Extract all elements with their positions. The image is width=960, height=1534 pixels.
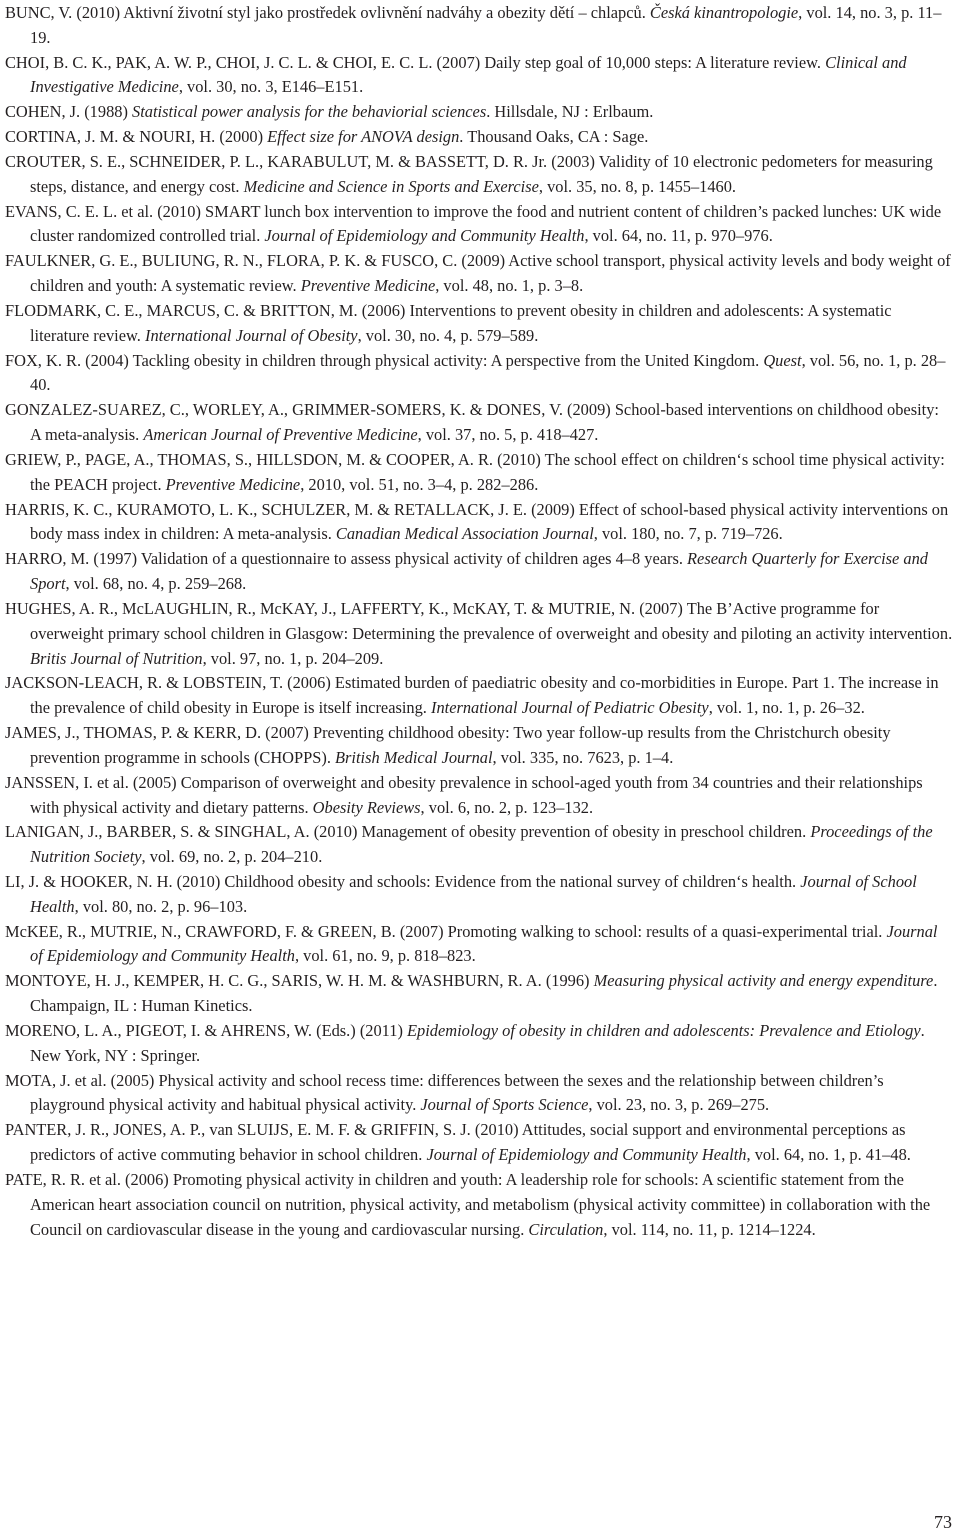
reference-text: MORENO, L. A., PIGEOT, I. & AHRENS, W. (Eds.) (2011) xyxy=(5,1020,408,1040)
reference-details: , vol. 23, no. 3, p. 269–275. xyxy=(588,1095,770,1115)
reference-details: , vol. 68, no. 4, p. 259–268. xyxy=(65,574,247,594)
reference-entry xyxy=(5,51,953,101)
reference-text: GONZALEZ-SUAREZ, C., WORLEY, A., GRIMMER-SOMERS, K. & DONES, V. (2009) School-based interventions on childhood obesity: A meta-analysis. xyxy=(5,400,939,445)
reference-source: Medicine and Science in Sports and Exercise xyxy=(243,176,539,196)
reference-text: BUNC, V. (2010) Aktivní životní styl jako prostředek ovlivnění nadváhy a obezity dětí – chlapců. xyxy=(5,3,650,22)
reference-text: HARRO, M. (1997) Validation of a questionnaire to assess physical activity of children ages 4–8 years. xyxy=(5,549,688,569)
reference-text: CHOI, B. C. K., PAK, A. W. P., CHOI, J. C. L. & CHOI, E. C. L. (2007) Daily step goal of 10,000 steps: A literature review. xyxy=(5,52,826,72)
reference-details: , vol. 14, no. 3, p. 11–19. xyxy=(30,3,942,47)
reference-entry xyxy=(5,1118,953,1168)
reference-list xyxy=(5,1,953,1242)
reference-details: , vol. 69, no. 2, p. 204–210. xyxy=(141,847,323,867)
reference-entry xyxy=(5,721,953,771)
reference-details: , vol. 30, no. 3, E146–E151. xyxy=(178,77,364,97)
reference-entry xyxy=(5,249,953,299)
reference-details: , vol. 335, no. 7623, p. 1–4. xyxy=(492,747,674,767)
reference-source: Circulation xyxy=(528,1219,604,1239)
reference-source: American Journal of Preventive Medicine xyxy=(143,425,418,445)
reference-source: British Medical Journal xyxy=(335,747,493,767)
reference-details: , vol. 97, no. 1, p. 204–209. xyxy=(202,648,384,668)
reference-details: , vol. 64, no. 11, p. 970–976. xyxy=(584,226,773,246)
reference-text: JANSSEN, I. et al. (2005) Comparison of overweight and obesity prevalence in school-aged youth from 34 countries and their relationships with physical activity and dietary patterns. xyxy=(5,772,923,817)
reference-entry xyxy=(5,200,953,250)
reference-text: FLODMARK, C. E., MARCUS, C. & BRITTON, M. (2006) Interventions to prevent obesity in children and adolescents: A systematic literature review. xyxy=(5,300,892,345)
reference-details: , vol. 6, no. 2, p. 123–132. xyxy=(420,797,594,817)
reference-source: Statistical power analysis for the behaviorial sciences xyxy=(132,102,487,122)
reference-entry xyxy=(5,1069,953,1119)
reference-text: MONTOYE, H. J., KEMPER, H. C. G., SARIS, W. H. M. & WASHBURN, R. A. (1996) xyxy=(5,971,594,991)
reference-entry xyxy=(5,771,953,821)
reference-details: , vol. 64, no. 1, p. 41–48. xyxy=(746,1145,911,1165)
reference-entry xyxy=(5,1,953,51)
reference-source: Epidemiology of obesity in children and adolescents: Prevalence and Etiology xyxy=(407,1020,921,1040)
reference-details: , vol. 30, no. 4, p. 579–589. xyxy=(357,325,539,345)
reference-source: Journal of Epidemiology and Community Health xyxy=(264,226,585,246)
reference-details: , vol. 114, no. 11, p. 1214–1224. xyxy=(603,1219,816,1239)
reference-entry xyxy=(5,597,953,671)
reference-text: EVANS, C. E. L. et al. (2010) SMART lunch box intervention to improve the food and nutrient content of children’s packed lunches: UK wide cluster randomized controlled trial. xyxy=(5,201,942,246)
reference-details: . Champaign, IL : Human Kinetics. xyxy=(30,971,938,1016)
reference-source: Canadian Medical Association Journal xyxy=(335,524,594,544)
reference-text: CORTINA, J. M. & NOURI, H. (2000) xyxy=(5,127,268,147)
reference-source: Obesity Reviews xyxy=(312,797,421,817)
reference-source: Preventive Medicine xyxy=(165,474,301,494)
reference-text: FOX, K. R. (2004) Tackling obesity in children through physical activity: A perspective from the United Kingdom. xyxy=(5,350,764,370)
reference-text: HUGHES, A. R., McLAUGHLIN, R., McKAY, J., LAFFERTY, K., McKAY, T. & MUTRIE, N. (2007) The B’Active programme for overweight primary school children in Glasgow: Determining the prevalence of overweight and obesity and piloting an activity intervention. xyxy=(5,598,953,643)
reference-details: , vol. 180, no. 7, p. 719–726. xyxy=(593,524,783,544)
reference-entry xyxy=(5,671,953,721)
reference-text: McKEE, R., MUTRIE, N., CRAWFORD, F. & GREEN, B. (2007) Promoting walking to school: results of a quasi-experimental trial. xyxy=(5,921,887,941)
reference-text: MOTA, J. et al. (2005) Physical activity and school recess time: differences between the sexes and the relationship between children’s playground physical activity and habitual physical activity. xyxy=(5,1070,884,1115)
reference-source: Proceedings of the Nutrition Society xyxy=(30,822,933,867)
reference-details: , vol. 61, no. 9, p. 818–823. xyxy=(294,946,476,966)
reference-entry xyxy=(5,349,953,399)
reference-source: Research Quarterly for Exercise and Sport xyxy=(30,549,928,594)
reference-details: , vol. 80, no. 2, p. 96–103. xyxy=(74,896,248,916)
reference-text: LI, J. & HOOKER, N. H. (2010) Childhood obesity and schools: Evidence from the national survey of children‘s health. xyxy=(5,871,801,891)
reference-text: COHEN, J. (1988) xyxy=(5,102,133,122)
reference-details: , vol. 37, no. 5, p. 418–427. xyxy=(417,425,599,445)
reference-details: , vol. 1, no. 1, p. 26–32. xyxy=(708,698,865,718)
reference-source: International Journal of Obesity xyxy=(144,325,358,345)
reference-details: . Thousand Oaks, CA : Sage. xyxy=(459,127,649,147)
reference-source: Clinical and Investigative Medicine xyxy=(30,52,907,97)
reference-entry xyxy=(5,1019,953,1069)
reference-entry xyxy=(5,100,953,125)
reference-source: Journal of Sports Science xyxy=(420,1095,589,1115)
reference-text: CROUTER, S. E., SCHNEIDER, P. L., KARABULUT, M. & BASSETT, D. R. Jr. (2003) Validity of 10 electronic pedometers for measuring steps, distance, and energy cost. xyxy=(5,151,933,196)
reference-source: Journal of Epidemiology and Community Health xyxy=(30,921,938,966)
reference-entry xyxy=(5,125,953,150)
reference-details: . Hillsdale, NJ : Erlbaum. xyxy=(486,102,654,122)
reference-details: . New York, NY : Springer. xyxy=(30,1020,925,1065)
reference-entry xyxy=(5,820,953,870)
reference-entry xyxy=(5,498,953,548)
reference-text: PANTER, J. R., JONES, A. P., van SLUIJS, E. M. F. & GRIFFIN, S. J. (2010) Attitudes, social support and environmental perceptions as predictors of active commuting behavior in school children. xyxy=(5,1120,906,1165)
reference-details: , 2010, vol. 51, no. 3–4, p. 282–286. xyxy=(300,474,539,494)
reference-text: JAMES, J., THOMAS, P. & KERR, D. (2007) Preventing childhood obesity: Two year follow-up results from the Christchurch obesity prevention programme in schools (CHOPPS). xyxy=(5,723,891,767)
reference-details: , vol. 56, no. 1, p. 28–40. xyxy=(30,350,946,395)
reference-source: Quest xyxy=(763,350,802,370)
reference-entry xyxy=(5,920,953,970)
reference-source: Measuring physical activity and energy expenditure xyxy=(593,971,934,991)
reference-text: PATE, R. R. et al. (2006) Promoting physical activity in children and youth: A leadership role for schools: A scientific statement from the American heart association council on nutrition, physical activity, and metabolism (physical activity committee) in collaboration with the Council on cardiovascular disease in the young and cardiovascular nursing. xyxy=(5,1169,931,1239)
reference-details: , vol. 35, no. 8, p. 1455–1460. xyxy=(538,176,737,196)
page-number: 73 xyxy=(934,1512,952,1532)
reference-entry xyxy=(5,448,953,498)
reference-text: FAULKNER, G. E., BULIUNG, R. N., FLORA, P. K. & FUSCO, C. (2009) Active school transport, physical activity levels and body weight of children and youth: A systematic review. xyxy=(5,251,951,296)
reference-source: Effect size for ANOVA design xyxy=(267,127,460,147)
reference-entry xyxy=(5,150,953,200)
reference-entry xyxy=(5,398,953,448)
reference-text: GRIEW, P., PAGE, A., THOMAS, S., HILLSDON, M. & COOPER, A. R. (2010) The school effect on children‘s school time physical activity: the PEACH project. xyxy=(5,449,945,494)
reference-entry xyxy=(5,1168,953,1242)
reference-entry xyxy=(5,299,953,349)
reference-text: JACKSON-LEACH, R. & LOBSTEIN, T. (2006) Estimated burden of paediatric obesity and co-morbidities in Europe. Part 1. The increase in the prevalence of child obesity in Europe is itself increasing. xyxy=(5,673,939,718)
reference-source: Journal of School Health xyxy=(30,871,917,916)
reference-entry xyxy=(5,870,953,920)
reference-source: Česká kinantropologie xyxy=(649,3,799,22)
reference-text: LANIGAN, J., BARBER, S. & SINGHAL, A. (2010) Management of obesity prevention of obesity in preschool children. xyxy=(5,822,811,842)
reference-text: HARRIS, K. C., KURAMOTO, L. K., SCHULZER, M. & RETALLACK, J. E. (2009) Effect of school-based physical activity interventions on body mass index in children: A meta-analysis. xyxy=(5,499,949,544)
reference-source: International Journal of Pediatric Obesity xyxy=(431,698,709,718)
reference-details: , vol. 48, no. 1, p. 3–8. xyxy=(435,276,584,296)
reference-source: Britis Journal of Nutrition xyxy=(30,648,203,668)
reference-entry xyxy=(5,547,953,597)
reference-entry xyxy=(5,969,953,1019)
reference-source: Preventive Medicine xyxy=(300,276,436,296)
reference-source: Journal of Epidemiology and Community Health xyxy=(426,1145,747,1165)
